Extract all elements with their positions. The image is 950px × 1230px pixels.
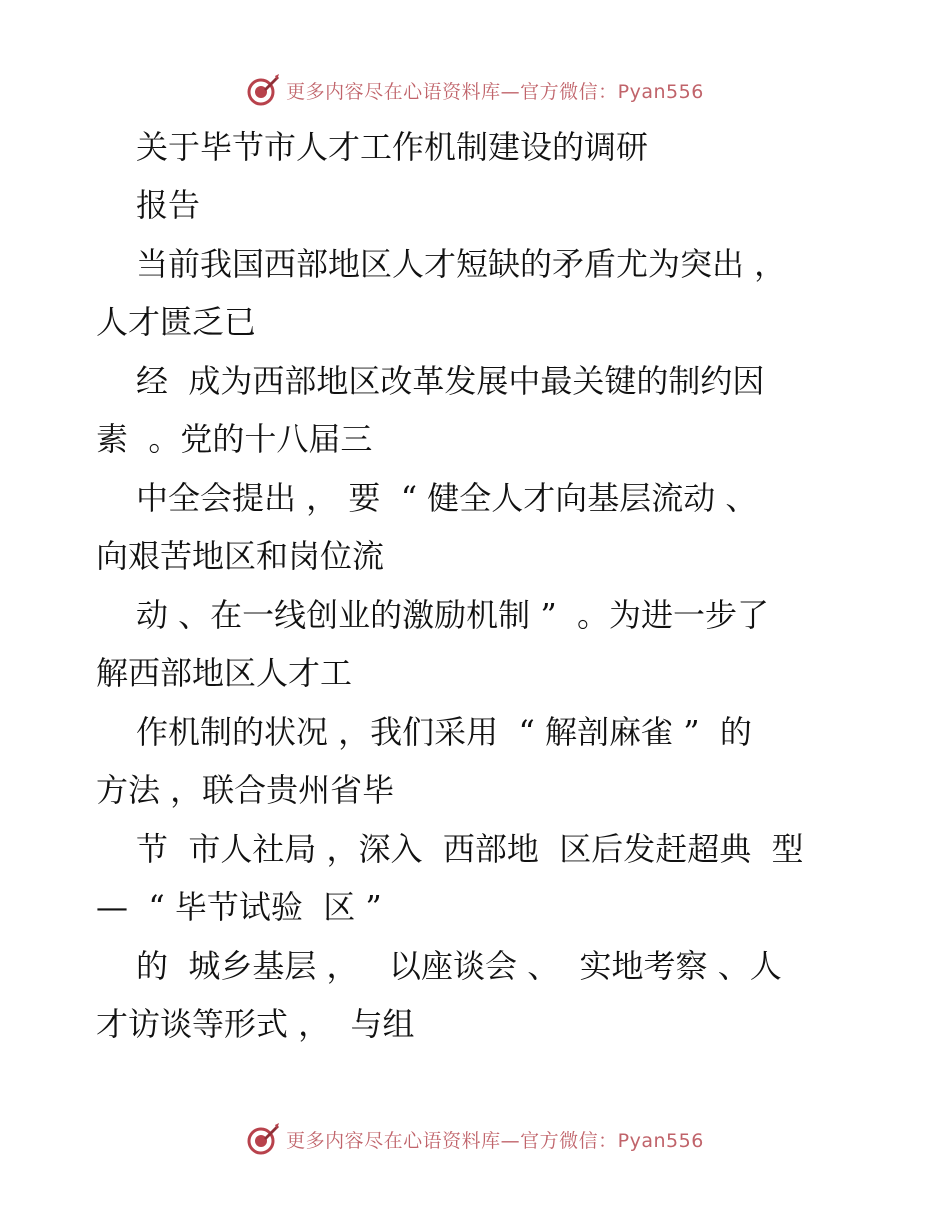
footer-banner bbox=[0, 1119, 950, 1159]
paragraph-line: 方法 ，联合贵州省毕 bbox=[96, 771, 395, 809]
paragraph-line: 节 市人社局 ，深入 西部地 区后发赶超典 型 bbox=[136, 830, 804, 868]
paragraph-line: 的 城乡基层 ， 以座谈会 、 实地考察 、人 bbox=[136, 947, 782, 985]
paragraph-line: 动 、在一线创业的激励机制 ” 。为进一步了 bbox=[136, 596, 770, 634]
quill-pen-logo-icon bbox=[246, 1122, 280, 1156]
paragraph-line: 经 成为西部地区改革发展中最关键的制约因 bbox=[136, 362, 765, 400]
banner-text: 更多内容尽在心语资料库—官方微信：Pyan556 bbox=[286, 80, 704, 103]
paragraph-line: 中全会提出 ， 要 “ 健全人才向基层流动 、 bbox=[136, 479, 758, 517]
paragraph-line: 素 。党的十八届三 bbox=[96, 420, 373, 458]
title-line-2: 报告 bbox=[136, 186, 201, 224]
paragraph-line: 作机制的状况 ，我们采用 “ 解剖麻雀 ” 的 bbox=[136, 713, 752, 751]
paragraph-line: 才访谈等形式 ， 与组 bbox=[96, 1005, 415, 1043]
paragraph-line: 向艰苦地区和岗位流 bbox=[96, 537, 385, 575]
paragraph-line: 人才匮乏已 bbox=[96, 303, 257, 341]
title-line-1: 关于毕节市人才工作机制建设的调研 bbox=[136, 128, 649, 166]
paragraph-line: — “ 毕节试验 区 ” bbox=[96, 888, 382, 926]
footer-banner-content bbox=[246, 1122, 704, 1156]
paragraph-line: 解西部地区人才工 bbox=[96, 654, 353, 692]
paragraph-line: 当前我国西部地区人才短缺的矛盾尤为突出 ， bbox=[136, 245, 787, 283]
banner-text: 更多内容尽在心语资料库—官方微信：Pyan556 bbox=[286, 1129, 704, 1152]
